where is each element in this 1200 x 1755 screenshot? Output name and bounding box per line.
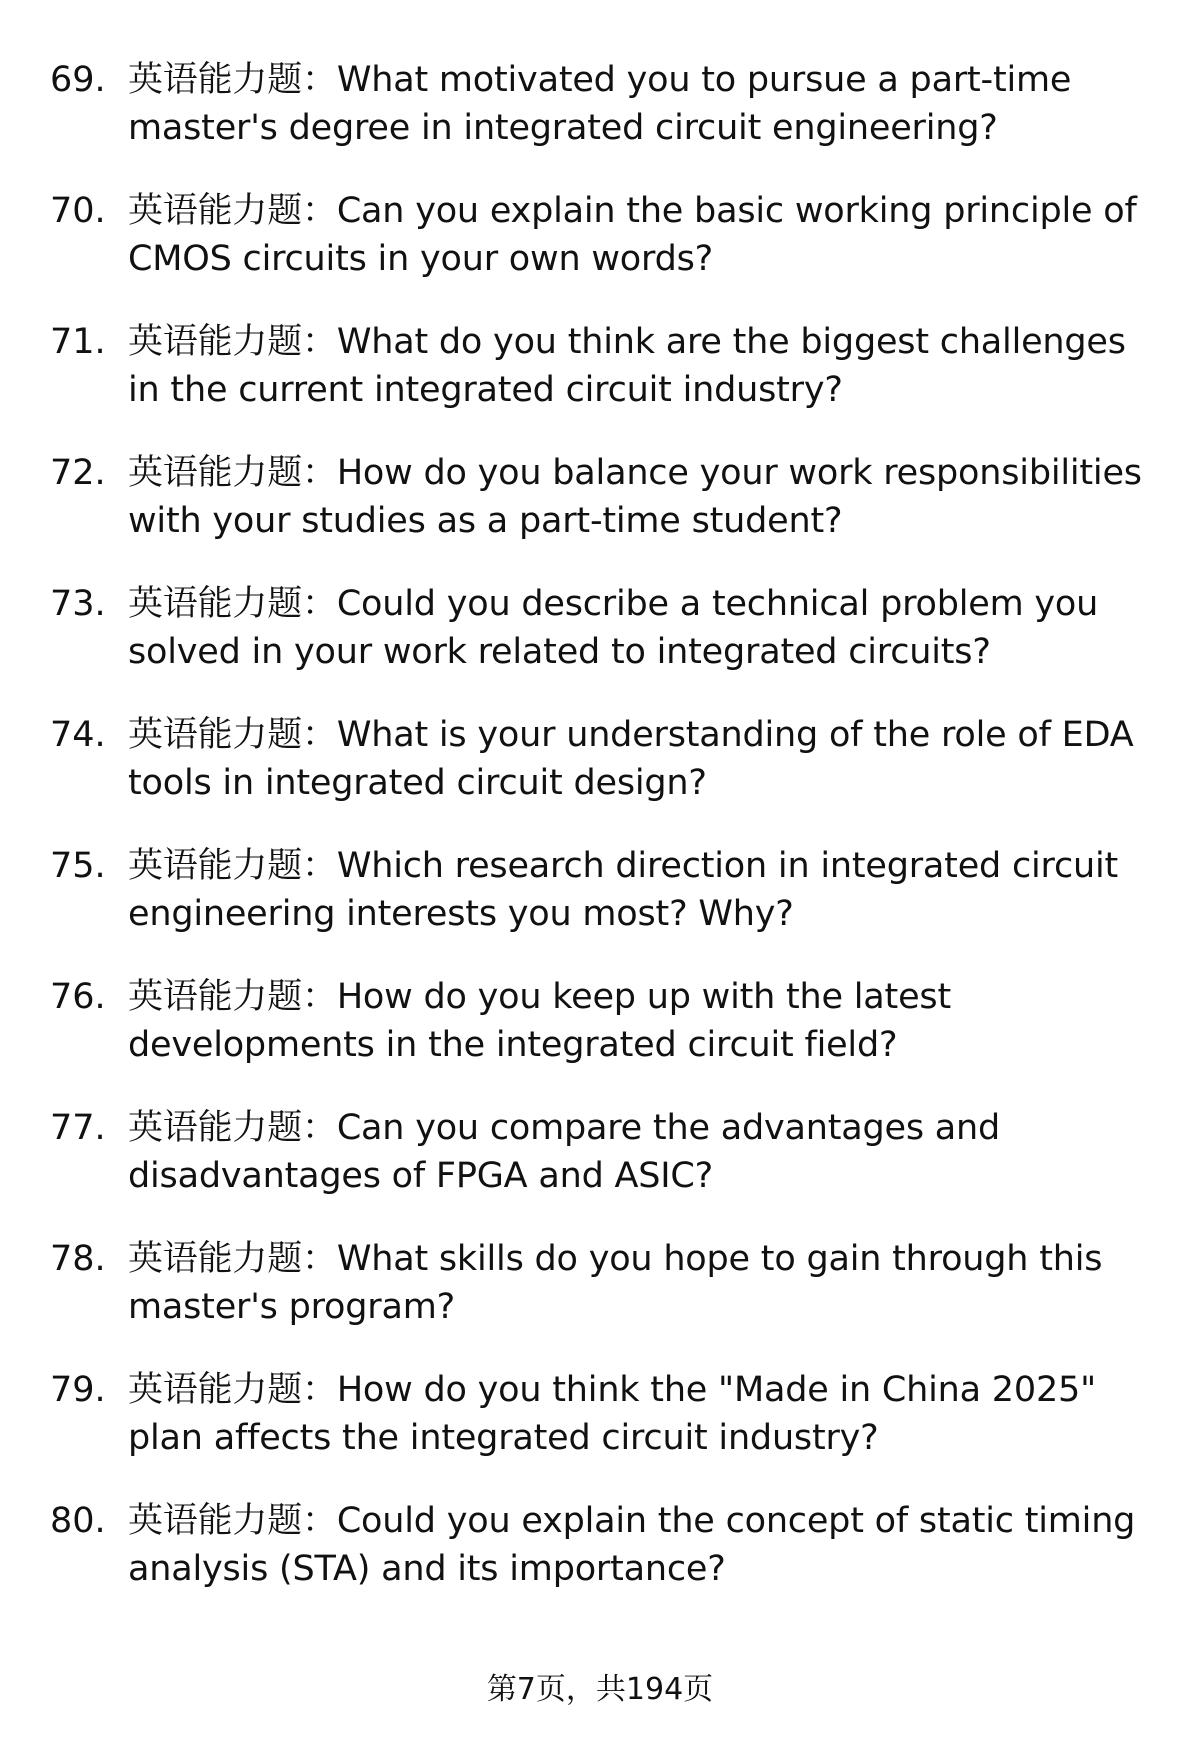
question-body (128, 318, 1160, 414)
question-category-label: 英语能力题： (128, 1108, 337, 1148)
question-item (50, 449, 1160, 580)
question-number: 78. (50, 1239, 106, 1279)
question-item (50, 187, 1160, 318)
question-text: Which research direction in integrated circuit engineering interests you most? Why? (128, 846, 1119, 934)
question-text: How do you think the "Made in China 2025" plan affects the integrated circuit industry? (128, 1370, 1096, 1458)
question-category-label: 英语能力题： (128, 584, 337, 624)
question-item (50, 711, 1160, 842)
question-number: 80. (50, 1501, 106, 1541)
question-body (128, 973, 1160, 1069)
question-number: 79. (50, 1370, 106, 1410)
question-list (50, 56, 1160, 1628)
question-body (128, 187, 1160, 283)
question-category-label: 英语能力题： (128, 715, 337, 755)
question-number: 69. (50, 60, 106, 100)
question-body (128, 449, 1160, 545)
question-number: 70. (50, 191, 106, 231)
question-item (50, 1235, 1160, 1366)
question-text: Could you describe a technical problem you solved in your work related to integrated circuits? (128, 584, 1099, 672)
question-category-label: 英语能力题： (128, 846, 337, 886)
question-item (50, 56, 1160, 187)
question-item (50, 1104, 1160, 1235)
question-text: What motivated you to pursue a part-time master's degree in integrated circuit engineering? (128, 60, 1072, 148)
question-item (50, 318, 1160, 449)
question-text: Could you explain the concept of static timing analysis (STA) and its importance? (128, 1501, 1136, 1589)
page-number-footer: 第7页，共194页 (486, 1672, 714, 1707)
question-body (128, 1366, 1160, 1462)
question-category-label: 英语能力题： (128, 322, 337, 362)
question-body (128, 56, 1160, 152)
question-text: How do you balance your work responsibilities with your studies as a part-time student? (128, 453, 1142, 541)
question-category-label: 英语能力题： (128, 60, 337, 100)
question-category-label: 英语能力题： (128, 1501, 337, 1541)
question-number: 76. (50, 977, 106, 1017)
question-text: What is your understanding of the role of EDA tools in integrated circuit design? (128, 715, 1134, 803)
question-body (128, 1235, 1160, 1331)
question-body (128, 1497, 1160, 1593)
question-number: 77. (50, 1108, 106, 1148)
question-body (128, 842, 1160, 938)
question-number: 71. (50, 322, 106, 362)
question-text: How do you keep up with the latest developments in the integrated circuit field? (128, 977, 951, 1065)
question-category-label: 英语能力题： (128, 977, 337, 1017)
question-number: 73. (50, 584, 106, 624)
question-item (50, 1497, 1160, 1628)
question-text: Can you compare the advantages and disadvantages of FPGA and ASIC? (128, 1108, 1001, 1196)
question-number: 75. (50, 846, 106, 886)
question-text: What skills do you hope to gain through this master's program? (128, 1239, 1103, 1327)
question-number: 72. (50, 453, 106, 493)
question-item (50, 842, 1160, 973)
question-body (128, 1104, 1160, 1200)
question-number: 74. (50, 715, 106, 755)
question-item (50, 1366, 1160, 1497)
question-item (50, 580, 1160, 711)
question-category-label: 英语能力题： (128, 1370, 337, 1410)
question-body (128, 711, 1160, 807)
question-category-label: 英语能力题： (128, 191, 337, 231)
question-item (50, 973, 1160, 1104)
question-category-label: 英语能力题： (128, 1239, 337, 1279)
question-text: Can you explain the basic working principle of CMOS circuits in your own words? (128, 191, 1137, 279)
question-body (128, 580, 1160, 676)
question-category-label: 英语能力题： (128, 453, 337, 493)
question-text: What do you think are the biggest challenges in the current integrated circuit industry? (128, 322, 1126, 410)
